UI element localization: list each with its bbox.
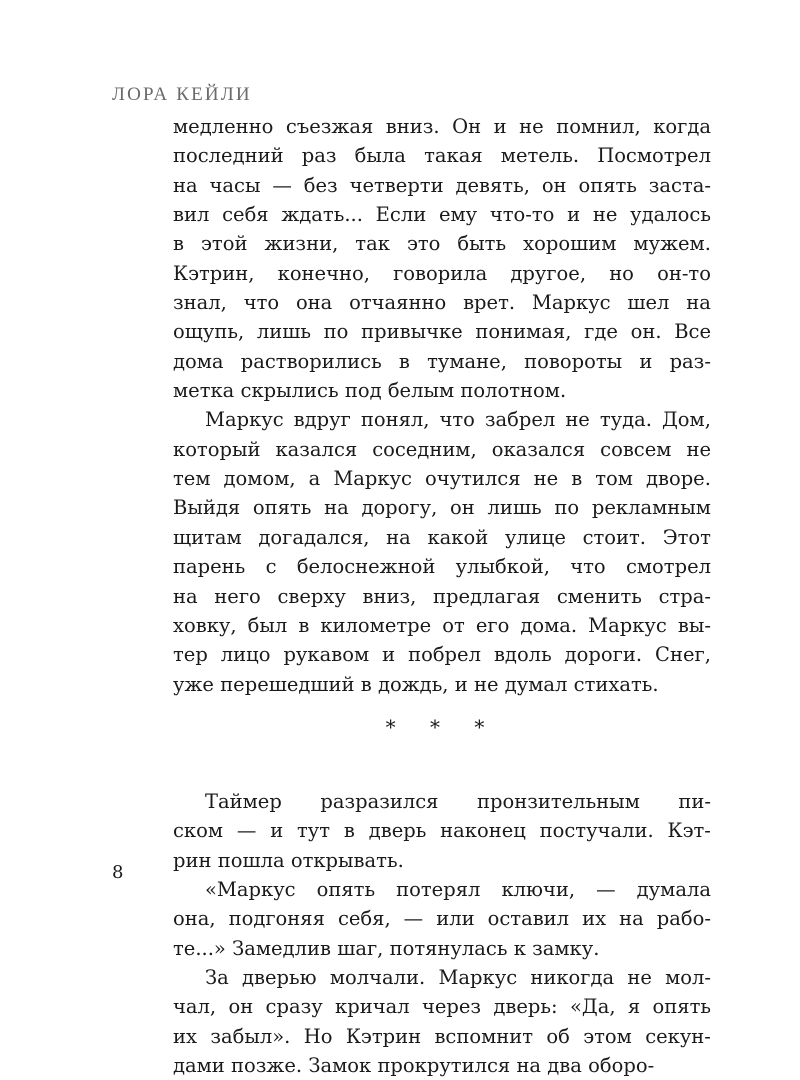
text-line: те...» Замедлив шаг, потянулась к замку. [173, 936, 600, 960]
text-line: тем домом, а Маркус очутился не в том дворе. [173, 467, 711, 491]
running-head-author: ЛОРА КЕЙЛИ [112, 84, 252, 105]
body-text [173, 112, 711, 1080]
text-line: ховку, был в километре от его дома. Маркус вы- [173, 613, 711, 637]
text-line: вил себя ждать... Если ему что-то и не удалось [173, 203, 711, 227]
text-line: щитам догадался, на какой улице стоит. Этот [173, 525, 711, 549]
text-line: тер лицо рукавом и побрел вдоль дороги. Снег, [173, 643, 711, 667]
text-line: медленно съезжая вниз. Он и не помнил, когда [173, 115, 711, 138]
text-line: Кэтрин, конечно, говорила другое, но он-то [173, 261, 711, 285]
paragraph [173, 875, 711, 963]
paragraph [173, 787, 711, 875]
text-line: знал, что она отчаянно врет. Маркус шел на [173, 291, 711, 315]
section-top [173, 112, 711, 699]
text-line: Выйдя опять на дорогу, он лишь по рекламным [173, 496, 711, 520]
text-line: на часы — без четверти девять, он опять заста- [173, 173, 711, 197]
paragraph [173, 112, 711, 405]
text-line: ском — и тут в дверь наконец постучали. Кэт- [173, 819, 711, 843]
text-line: Таймер разразился пронзительным пи- [205, 789, 711, 813]
text-line: «Маркус опять потерял ключи, — думала [205, 877, 711, 901]
text-line: За дверью молчали. Маркус никогда не мол- [205, 965, 711, 989]
text-line: последний раз была такая метель. Посмотрел [173, 144, 711, 168]
text-line: дома растворились в тумане, повороты и раз- [173, 349, 711, 373]
section-bottom [173, 787, 711, 1080]
text-line: Маркус вдруг понял, что забрел не туда. Дом, [205, 408, 711, 432]
page-number: 8 [112, 862, 124, 883]
text-line: ощупь, лишь по привычке понимая, где он. Все [173, 320, 711, 344]
text-line: уже перешедший в дождь, и не думал стихать. [173, 672, 659, 696]
text-line: их забыл». Но Кэтрин вспомнит об этом секун- [173, 1024, 711, 1048]
paragraph [173, 405, 711, 698]
text-line: дами позже. Замок прокрутился на два оборо- [173, 1053, 655, 1077]
text-line: парень с белоснежной улыбкой, что смотрел [173, 555, 711, 579]
paragraph [173, 963, 711, 1080]
text-line: который казался соседним, оказался совсем не [173, 437, 711, 461]
section-separator: * * * [385, 714, 499, 739]
text-line: рин пошла открывать. [173, 848, 404, 872]
text-line: в этой жизни, так это быть хорошим мужем. [173, 232, 711, 256]
text-line: на него сверху вниз, предлагая сменить стра- [173, 584, 711, 608]
text-line: метка скрылись под белым полотном. [173, 379, 567, 403]
text-line: она, подгоняя себя, — или оставил их на рабо- [173, 907, 711, 931]
text-line: чал, он сразу кричал через дверь: «Да, я опять [173, 995, 711, 1019]
